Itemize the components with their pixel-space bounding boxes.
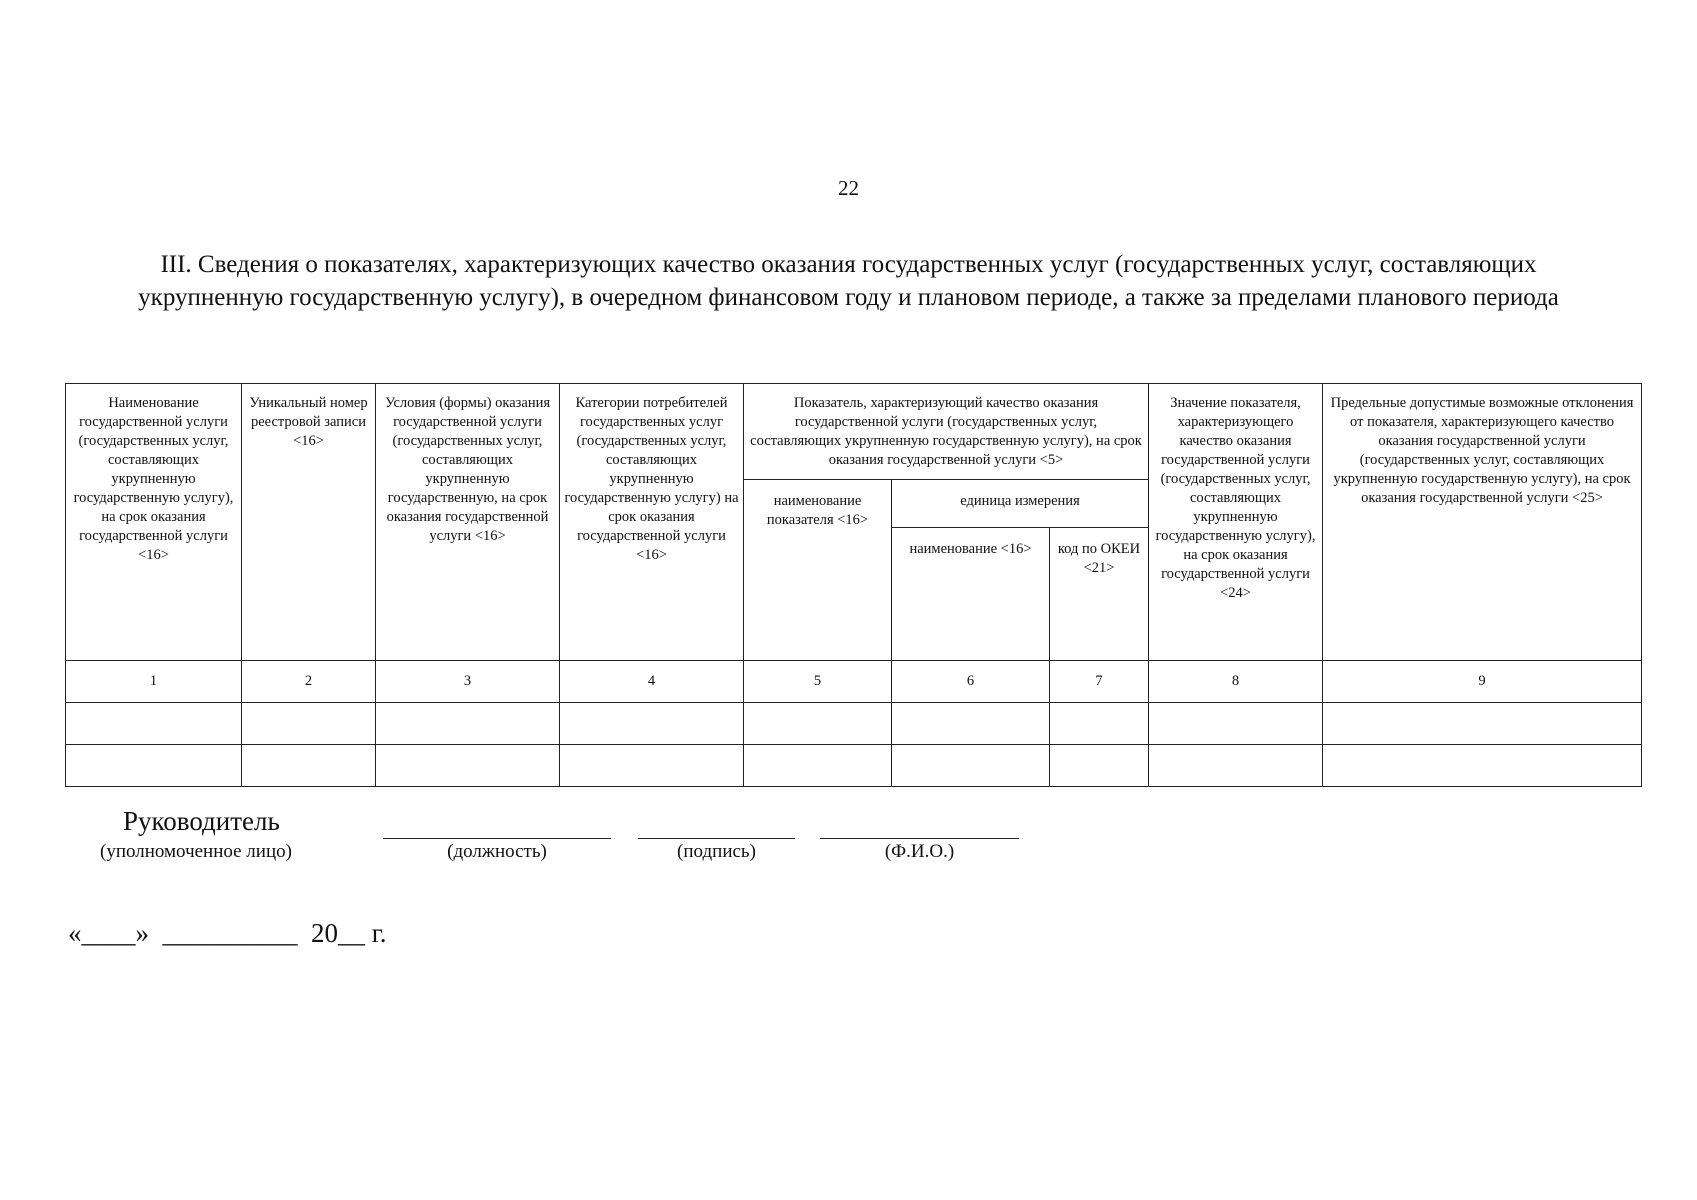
- column-number: 6: [892, 661, 1050, 703]
- header-unit-group: единица измерения: [892, 480, 1149, 528]
- table-cell: [744, 703, 892, 745]
- header-okei-code: код по ОКЕИ <21>: [1050, 528, 1149, 661]
- name-line: [820, 838, 1019, 839]
- date-line: «____» __________ 20__ г.: [68, 918, 387, 948]
- section-title: III. Сведения о показателях, характеризующих качество оказания государственных услуг (государственных услуг, составляющих укрупненную государственную услугу), в очередном финансовом году и плановом периоде, а также за пределами планового периода: [138, 251, 1559, 311]
- table-cell: [1050, 745, 1149, 787]
- table-cell: [1050, 703, 1149, 745]
- signature-caption: (подпись): [677, 841, 756, 862]
- page-number: 22: [838, 176, 859, 200]
- table-cell: [1149, 745, 1323, 787]
- column-number: 9: [1323, 661, 1642, 703]
- header-registry-number: Уникальный номер реестровой записи <16>: [242, 384, 376, 661]
- indicators-table: [65, 383, 1642, 787]
- column-number-row: [66, 661, 1642, 703]
- signature-role-sub: (уполномоченное лицо): [100, 841, 292, 862]
- table-row: [66, 745, 1642, 787]
- table-cell: [242, 745, 376, 787]
- table-cell: [744, 745, 892, 787]
- header-indicator-name: наименование показателя <16>: [744, 480, 892, 661]
- table-cell: [560, 703, 744, 745]
- table-cell: [1149, 703, 1323, 745]
- column-number: 5: [744, 661, 892, 703]
- signature-line: [638, 838, 795, 839]
- column-number: 4: [560, 661, 744, 703]
- column-number: 7: [1050, 661, 1149, 703]
- signature-role: Руководитель: [123, 806, 280, 836]
- name-caption: (Ф.И.О.): [884, 841, 955, 862]
- table-cell: [892, 745, 1050, 787]
- table-cell: [376, 703, 560, 745]
- column-number: 3: [376, 661, 560, 703]
- table-cell: [66, 745, 242, 787]
- header-allowed-deviations: Предельные допустимые возможные отклонения от показателя, характеризующего качество оказания государственной услуги (государственных услуг, составляющих укрупненную государственную услугу), на срок оказания государственной услуги <25>: [1323, 384, 1642, 661]
- table-row: [66, 703, 1642, 745]
- header-conditions: Условия (формы) оказания государственной услуги (государственных услуг, составляющих укрупненную государственную, на срок оказания государственной услуги <16>: [376, 384, 560, 661]
- position-line: [383, 838, 611, 839]
- header-row-top: [66, 384, 1642, 480]
- table-cell: [1323, 703, 1642, 745]
- table-cell: [892, 703, 1050, 745]
- header-unit-name: наименование <16>: [892, 528, 1050, 661]
- column-number: 2: [242, 661, 376, 703]
- table-cell: [560, 745, 744, 787]
- table-cell: [1323, 745, 1642, 787]
- table-cell: [376, 745, 560, 787]
- table-cell: [66, 703, 242, 745]
- header-consumer-categories: Категории потребителей государственных услуг (государственных услуг, составляющих укрупненную государственную услугу) на срок оказания государственной услуги <16>: [560, 384, 744, 661]
- header-quality-indicator-group: Показатель, характеризующий качество оказания государственной услуги (государственных услуг, составляющих укрупненную государственную услугу), на срок оказания государственной услуги <5>: [744, 384, 1149, 480]
- column-number: 8: [1149, 661, 1323, 703]
- header-indicator-value: Значение показателя, характеризующего качество оказания государственной услуги (государственных услуг, составляющих укрупненную государственную услугу), на срок оказания государственной услуги <24>: [1149, 384, 1323, 661]
- column-number: 1: [66, 661, 242, 703]
- table-cell: [242, 703, 376, 745]
- header-service-name: Наименование государственной услуги (государственных услуг, составляющих укрупненную государственную услугу), на срок оказания государственной услуги <16>: [66, 384, 242, 661]
- position-caption: (должность): [447, 841, 547, 862]
